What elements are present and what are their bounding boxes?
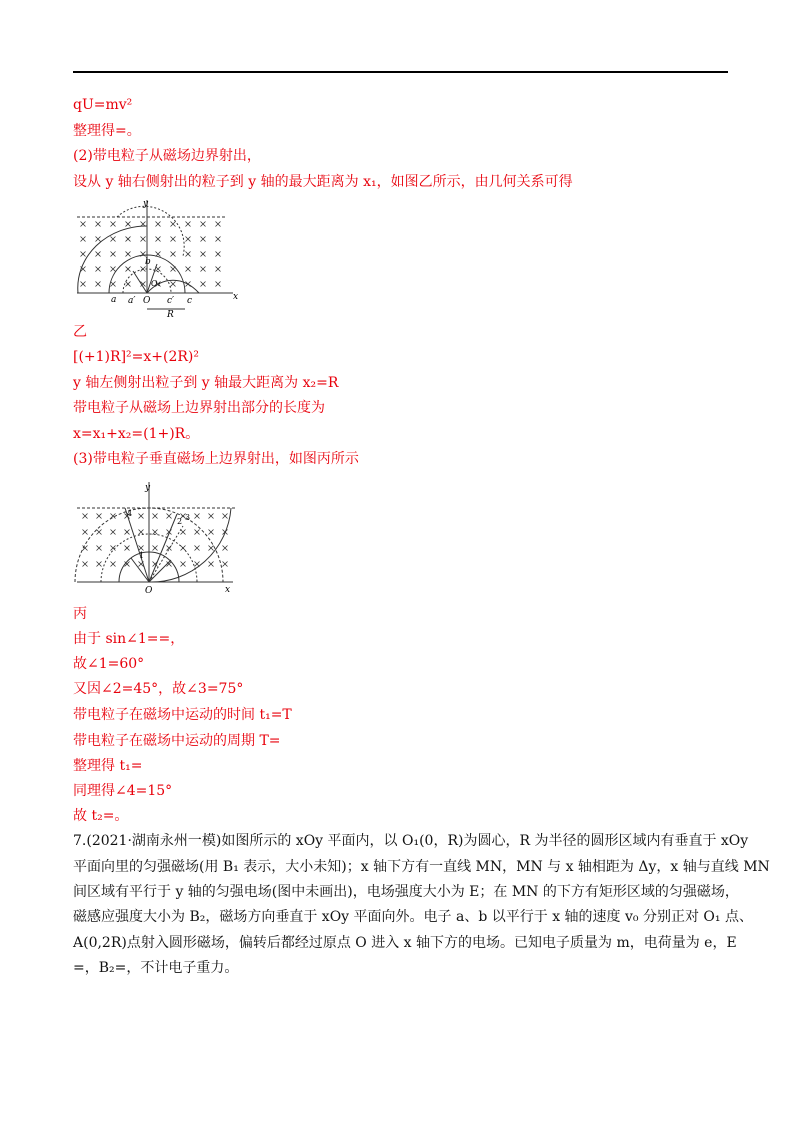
text-line: y 轴左侧射出粒子到 y 轴最大距离为 x₂=R [73,375,339,391]
text-line: 整理得 t₁= [73,758,143,774]
label-x: x [233,292,239,302]
label-a: a [111,295,117,305]
label-1: 1 [139,551,145,560]
figure-caption: 乙 [73,324,87,340]
problem-line: =，B₂=，不计电子重力。 [73,960,239,976]
text-line: 带电粒子在磁场中运动的时间 t₁=T [73,707,292,723]
label-O: O [145,586,153,596]
label-4: 4 [127,509,133,518]
label-c: c [187,296,193,306]
text-line: 故 t₂=。 [73,808,129,824]
text-line: [(+1)R]²=x+(2R)² [73,349,199,365]
problem-line: 磁感应强度大小为 B₂，磁场方向垂直于 xOy 平面向外。电子 a、b 以平行于 x 轴的速度 v₀ 分别正对 O₁ 点、 [73,909,753,925]
text-line: x=x₁+x₂=(1+)R。 [73,426,200,442]
problem-line: 间区域有平行于 y 轴的匀强电场(图中未画出)，电场强度大小为 E；在 MN 的下方有矩形区域的匀强磁场， [73,884,739,900]
label-c-prime: c′ [167,296,175,306]
label-a-prime: a′ [128,296,136,306]
header-rule [73,71,728,73]
text-line: 带电粒子从磁场上边界射出部分的长度为 [73,400,325,416]
label-x: x [225,585,231,595]
text-line: 整理得=。 [73,123,141,139]
label-3: 3 [185,513,191,522]
arc-dashed [117,206,184,256]
figure-bing [73,478,243,598]
text-line: (2)带电粒子从磁场边界射出， [73,148,261,164]
problem-line: 7.(2021·湖南永州一模)如图所示的 xOy 平面内，以 O₁(0，R)为圆心，R 为半径的圆形区域内有垂直于 xOy [73,833,749,849]
ray-1 [131,558,149,582]
text-line: qU=mv² [73,97,133,113]
text-line: (3)带电粒子垂直磁场上边界射出，如图丙所示 [73,451,359,467]
problem-line: 平面向里的匀强磁场(用 B₁ 表示，大小未知)；x 轴下方有一直线 MN，MN 与 x 轴相距为 Δy，x 轴与直线 MN [73,859,770,875]
label-y: y [145,483,151,493]
figure-yi [73,196,243,318]
figure-caption: 丙 [73,606,87,622]
x-mark-grid [83,514,228,567]
ray-4 [125,508,149,582]
text-line: 设从 y 轴右侧射出的粒子到 y 轴的最大距离为 x₁，如图乙所示，由几何关系可得 [73,174,573,190]
x-mark-grid [81,222,221,287]
text-line: 故∠1=60° [73,656,145,672]
label-O: O [143,296,151,306]
label-R: R [167,310,174,318]
text-line: 带电粒子在磁场中运动的周期 T= [73,733,281,749]
text-line: 由于 sin∠1==， [73,631,185,647]
label-O1: O₁ [151,279,161,288]
ray-2 [149,514,177,582]
text-line: 又因∠2=45°，故∠3=75° [73,681,244,697]
label-y: y [143,199,149,209]
problem-line: A(0,2R)点射入圆形磁场，偏转后都经过原点 O 进入 x 轴下方的电场。已知电子质量为 m，电荷量为 e，E [73,935,737,951]
text-line: 同理得∠4=15° [73,783,173,799]
label-b: b [145,257,151,267]
label-2: 2 [177,517,183,526]
